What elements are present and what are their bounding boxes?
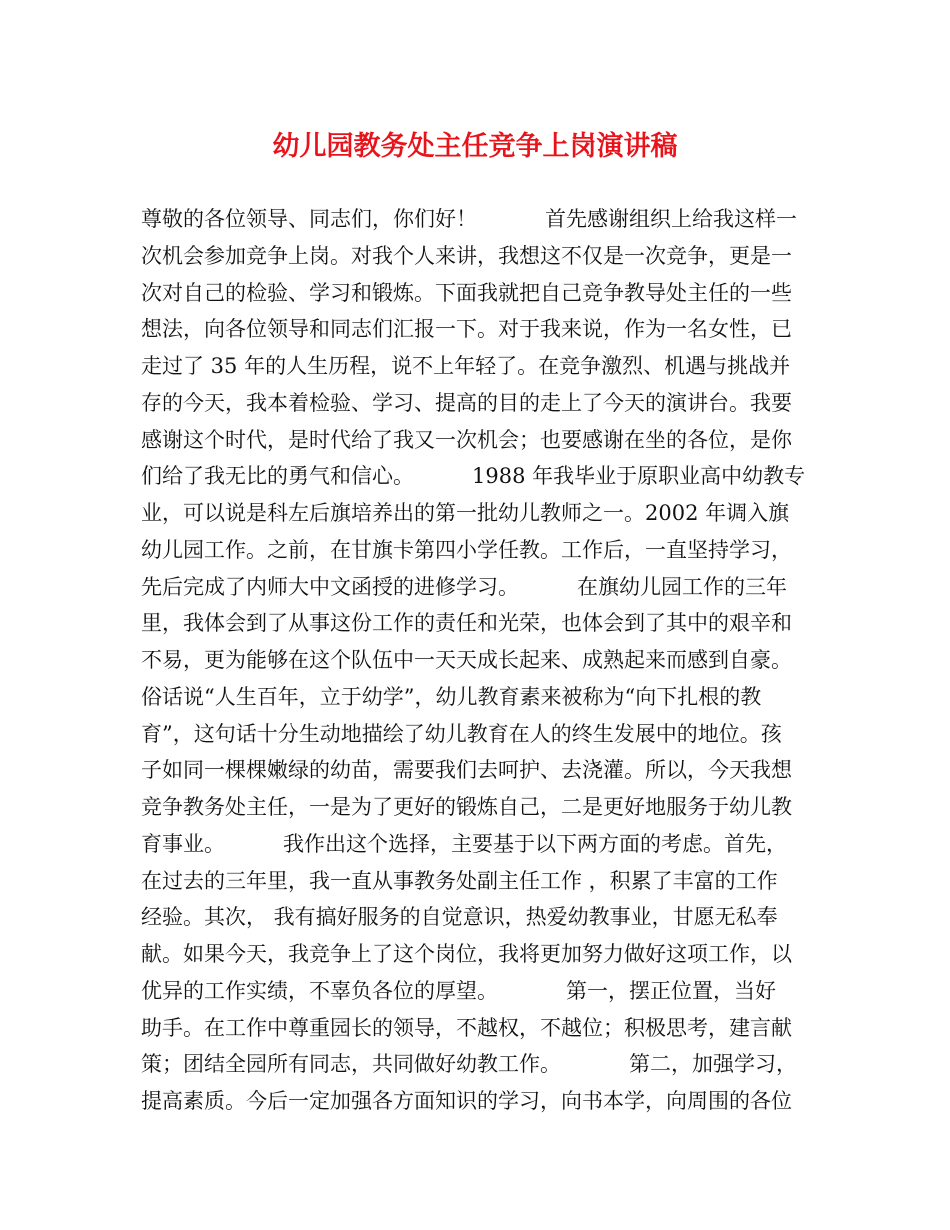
- text-segment: 们给了我无比的勇气和信心。: [141, 464, 414, 489]
- text-line: 子如同一棵棵嫩绿的幼苗，需要我们去呵护、去浇灌。所以，今天我想: [141, 758, 792, 783]
- text-line: 走过了 35 年的人生历程，说不上年轻了。在竞争激烈、机遇与挑战并: [141, 354, 791, 378]
- text-line: 俗话说“人生百年，立于幼学”，幼儿教育素来被称为“向下扎根的教: [141, 684, 762, 709]
- text-line: 献。如果今天，我竞争上了这个岗位，我将更加努力做好这项工作，以: [141, 942, 792, 966]
- text-segment: 第一，摆正位置，当好: [566, 978, 776, 1003]
- document-body: [141, 201, 831, 1120]
- text-segment: 策；团结全园所有同志，共同做好幼教工作。: [141, 1052, 561, 1077]
- text-segment: 尊敬的各位领导、同志们，你们好！: [141, 207, 477, 231]
- text-line: 想法，向各位领导和同志们汇报一下。对于我来说，作为一名女性，已: [141, 317, 792, 342]
- document-title: 幼儿园教务处主任竞争上岗演讲稿: [272, 131, 678, 162]
- text-segment: 第二，加强学习，: [629, 1052, 797, 1077]
- text-line: [141, 1046, 831, 1083]
- text-line: 经验。其次， 我有搞好服务的自觉意识，热爱幼教事业，甘愿无私奉: [141, 905, 778, 930]
- text-segment: 1988 年我毕业于原职业高中幼教专: [472, 464, 806, 489]
- text-line: [141, 973, 831, 1010]
- text-line: [141, 458, 831, 495]
- text-line: 竞争教务处主任，一是为了更好的锻炼自己，二是更好地服务于幼儿教: [141, 795, 792, 819]
- text-segment: 首先感谢组织上给我这样一: [545, 207, 797, 231]
- text-line: [141, 826, 831, 863]
- text-segment: 优异的工作实绩，不辜负各位的厚望。: [141, 978, 498, 1003]
- text-line: 存的今天，我本着检验、学习、提高的目的走上了今天的演讲台。我要: [141, 390, 792, 415]
- text-line: 次机会参加竞争上岗。对我个人来讲，我想这不仅是一次竞争，更是一: [141, 243, 792, 268]
- text-segment: 我作出这个选择，主要基于以下两方面的考虑。首先，: [283, 831, 787, 856]
- text-line: 育”，这句话十分生动地描绘了幼儿教育在人的终生发展中的地位。孩: [141, 721, 782, 746]
- text-line: 业，可以说是科左后旗培养出的第一批幼儿教师之一。2002 年调入旗: [141, 501, 790, 525]
- text-segment: 育事业。: [141, 831, 225, 856]
- text-line: [141, 201, 831, 238]
- text-line: 里，我体会到了从事这份工作的责任和光荣，也体会到了其中的艰辛和: [141, 611, 792, 636]
- text-line: 感谢这个时代，是时代给了我又一次机会；也要感谢在坐的各位，是你: [141, 427, 792, 452]
- text-line: 在过去的三年里，我一直从事教务处副主任工作 ，积累了丰富的工作: [141, 868, 778, 893]
- text-line: 不易，更为能够在这个队伍中一天天成长起来、成熟起来而感到自豪。: [141, 648, 792, 672]
- text-line: 次对自己的检验、学习和锻炼。下面我就把自己竞争教导处主任的一些: [141, 280, 792, 305]
- text-line: 幼儿园工作。之前，在甘旗卡第四小学任教。工作后，一直坚持学习，: [141, 537, 792, 562]
- text-line: [141, 569, 831, 606]
- text-segment: 先后完成了内师大中文函授的进修学习。: [141, 574, 519, 599]
- text-segment: 在旗幼儿园工作的三年: [577, 574, 787, 599]
- text-line: 助手。在工作中尊重园长的领导，不越权，不越位；积极思考，建言献: [141, 1015, 792, 1040]
- text-line: 提高素质。今后一定加强各方面知识的学习，向书本学，向周围的各位: [141, 1089, 792, 1113]
